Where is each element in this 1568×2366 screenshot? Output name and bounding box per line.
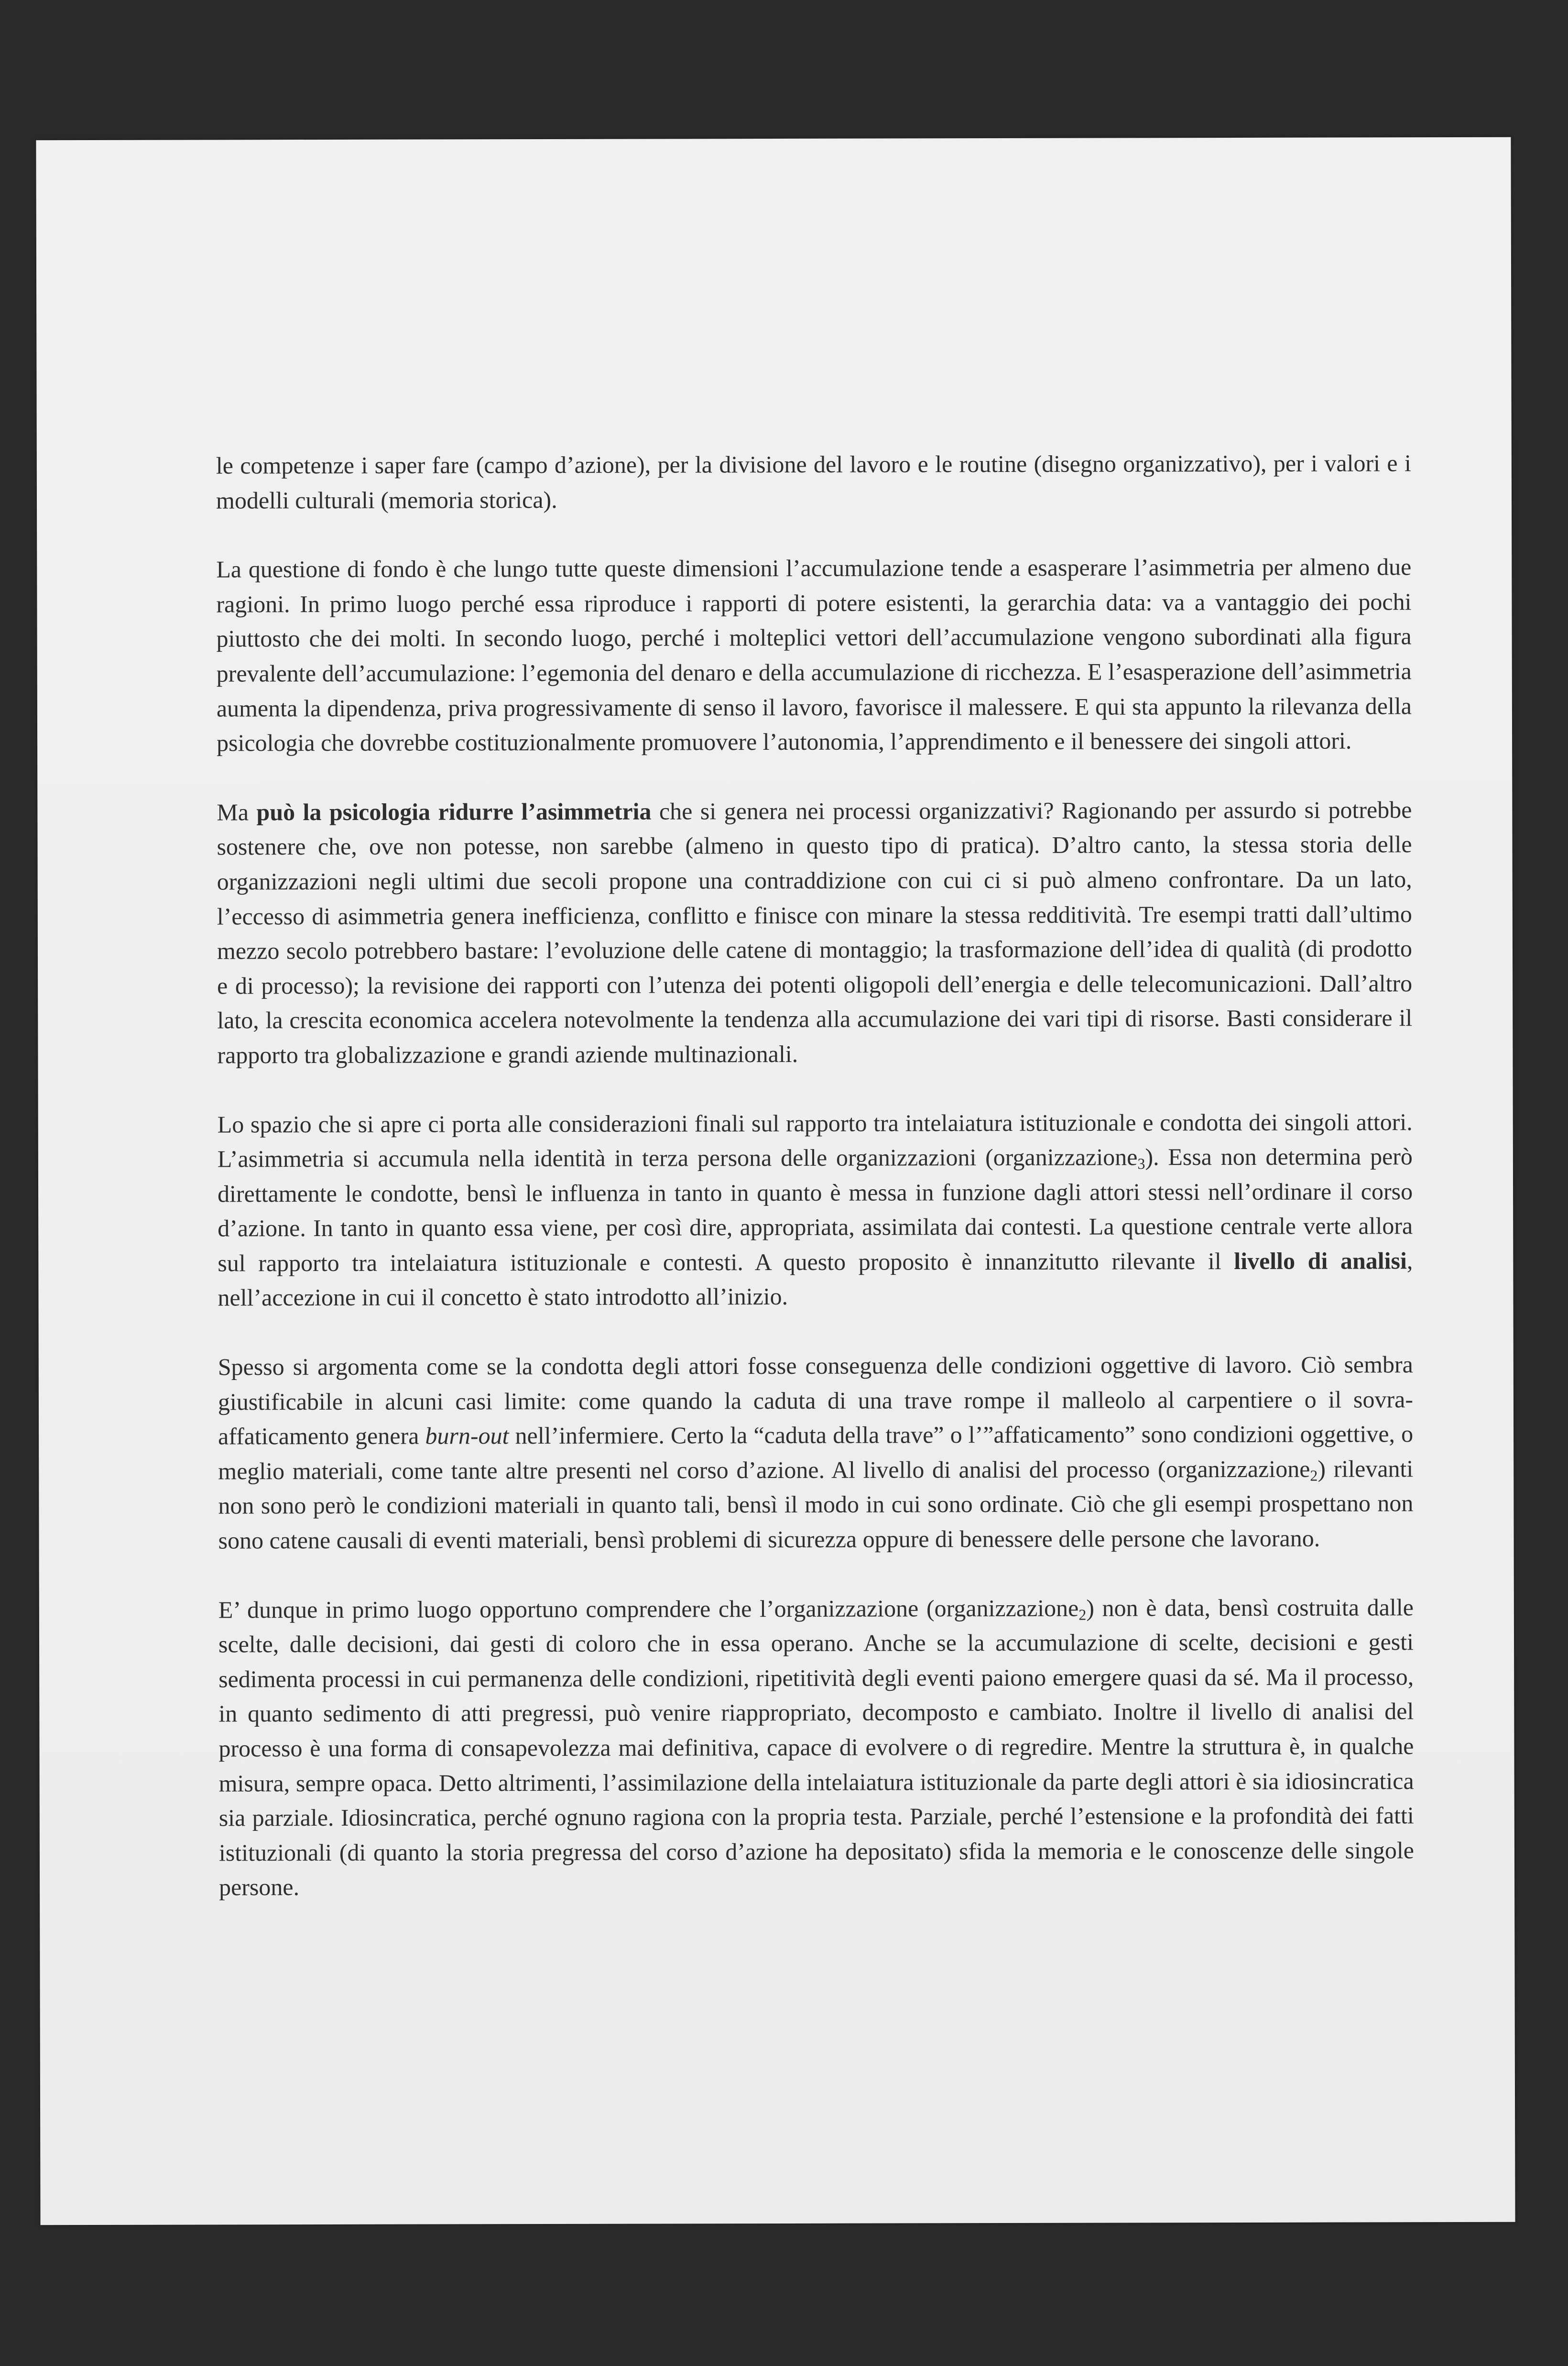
paragraph-2 — [216, 549, 1412, 760]
paragraph-4-part3: , nell’accezione in cui il concetto è stato introdotto all’inizio. — [218, 1247, 1413, 1311]
paragraph-5 — [218, 1347, 1414, 1558]
paragraph-4-part2: ). Essa non determina però direttamente le condotte, bensì le influenza in tanto in quanto è messa in funzione dagli attori stessi nell’ordinare il corso d’azione. In tanto in quanto essa viene, per così dire, appropriata, assimilata dai contesti. La questione centrale verte allora sul rapporto tra intelaiatura istituzionale e contesti. A questo proposito è innanzitutto rilevante il — [217, 1143, 1413, 1277]
paragraph-3-after: che si genera nei processi organizzativi? Ragionando per assurdo si potrebbe sostenere che, ove non potesse, non sarebbe (almeno in questo tipo di pratica). D’altro canto, la stessa storia delle organizzazioni negli ultimi due secoli propone una contraddizione con cui ci si può almeno confrontare. Da un lato, l’eccesso di asimmetria genera inefficienza, conflitto e finisce con minare la stessa redditività. Tre esempi tratti dall’ultimo mezzo secolo potrebbero bastare: l’evoluzione delle catene di montaggio; la trasformazione dell’idea di qualità (di prodotto e di processo); la revisione dei rapporti con l’utenza dei potenti oligopoli dell’energia e delle telecomunicazioni. Dall’altro lato, la crescita economica accelera notevolmente la tendenza alla accumulazione dei vari tipi di risorse. Basti considerare il rapporto tra globalizzazione e grandi aziende multinazionali. — [217, 796, 1413, 1069]
paragraph-3-before: Ma — [217, 799, 257, 826]
paragraph-6-part1: E’ dunque in primo luogo opportuno comprendere che l’organizzazione (organizzazione — [218, 1594, 1079, 1623]
paragraph-6-subscript: 2 — [1078, 1606, 1087, 1623]
paragraph-5-part1: Spesso si argomenta come se la condotta degli attori fosse conseguenza delle condizioni oggettive di lavoro. Ciò sembra giustificabile in alcuni casi limite: come quando la caduta di una trave rompe il malleolo al carpentiere o il sovra-affaticamento genera — [218, 1351, 1414, 1450]
paragraph-3 — [217, 792, 1412, 1073]
paragraph-1-text: le competenze i saper fare (campo d’azione), per la divisione del lavoro e le routine (disegno organizzativo), per i valori e i modelli culturali (memoria storica). — [216, 449, 1411, 514]
paragraph-6-part2: ) non è data, bensì costruita dalle scelte, dalle decisioni, dai gesti di coloro che in essa operano. Anche se la accumulazione di scelte, decisioni e gesti sedimenta processi in cui permanenza delle condizioni, ripetitività degli eventi paiono emergere quasi da sé. Ma il processo, in quanto sedimento di atti pregressi, può venire riappropriato, decomposto e cambiato. Inoltre il livello di analisi del processo è una forma di consapevolezza mai definitiva, capace di evolvere o di regredire. Mentre la struttura è, in qualche misura, sempre opaca. Detto altrimenti, l’assimilazione della intelaiatura istituzionale da parte degli attori è sia idiosincratica sia parziale. Idiosincratica, perché ognuno ragiona con la propria testa. Parziale, perché l’estensione e la profondità dei fatti istituzionali (di quanto la storia pregressa del corso d’azione ha depositato) sfida la memoria e le conoscenze delle singole persone. — [218, 1593, 1414, 1901]
paragraph-2-text: La questione di fondo è che lungo tutte queste dimensioni l’accumulazione tende a esasperare l’asimmetria per almeno due ragioni. In primo luogo perché essa riproduce i rapporti di potere esistenti, la gerarchia data: va a vantaggio dei pochi piuttosto che dei molti. In secondo luogo, perché i molteplici vettori dell’accumulazione vengono subordinati alla figura prevalente dell’accumulazione: l’egemonia del denaro e della accumulazione di ricchezza. E l’esasperazione dell’asimmetria aumenta la dipendenza, priva progressivamente di senso il lavoro, favorisce il malessere. E qui sta appunto la rilevanza della psicologia che dovrebbe costituzionalmente promuovere l’autonomia, l’apprendimento e il benessere dei singoli attori. — [216, 553, 1412, 756]
paragraph-4-bold: livello di analisi — [1234, 1247, 1407, 1274]
paragraph-3-bold: può la psicologia ridurre l’asimmetria — [256, 798, 652, 826]
paragraph-5-part2: nell’infermiere. Certo la “caduta della trave” o l’”affaticamento” sono condizioni oggettive, o meglio materiali, come tante altre presenti nel corso d’azione. Al livello di analisi del processo (organizzazione — [218, 1420, 1414, 1485]
paragraph-5-italic: burn-out — [425, 1422, 509, 1449]
paragraph-1 — [216, 446, 1411, 517]
document-body — [216, 446, 1414, 1905]
paragraph-4-part1: Lo spazio che si apre ci porta alle considerazioni finali sul rapporto tra intelaiatura istituzionale e condotta dei singoli attori. L’asimmetria si accumula nella identità in terza persona delle organizzazioni (organizzazione — [217, 1108, 1413, 1172]
paragraph-6 — [218, 1590, 1414, 1905]
paper-sheet — [36, 137, 1515, 2225]
paragraph-4 — [218, 1105, 1413, 1315]
paragraph-4-subscript: 3 — [1137, 1155, 1145, 1172]
paragraph-5-subscript: 2 — [1310, 1467, 1318, 1484]
paragraph-5-part3: ) rilevanti non sono però le condizioni materiali in quanto tali, bensì il modo in cui sono ordinate. Ciò che gli esempi prospettano non sono catene causali di eventi materiali, bensì problemi di sicurezza oppure di benessere delle persone che lavorano. — [218, 1455, 1414, 1554]
